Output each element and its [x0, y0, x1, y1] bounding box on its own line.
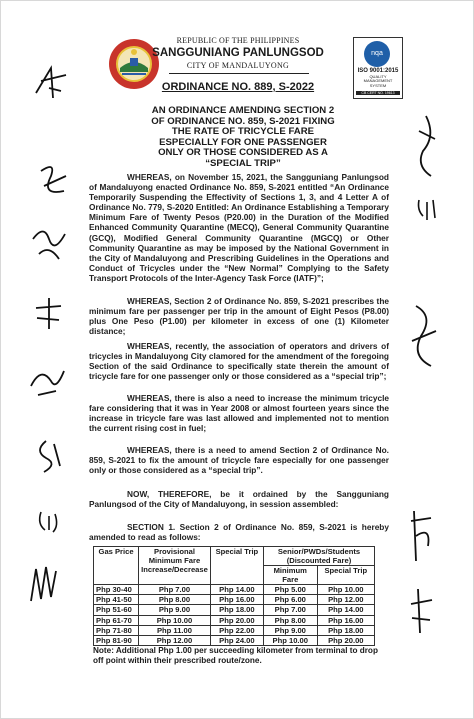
republic-heading: REPUBLIC OF THE PHILIPPINES	[176, 36, 300, 45]
table-cell: Php 5.00	[263, 585, 317, 595]
whereas-paragraph-3: WHEREAS, recently, the association of operators and drivers of tricycles in Mandaluyong City clamored for the amendment of the foregoing Section of the said Ordinance to specifically state therein the amount of tricycle fare for one passenger only or those considered as a “special trip”;	[89, 341, 389, 382]
city-heading: CITY OF MANDALUYONG	[186, 61, 290, 70]
table-cell: Php 12.00	[317, 595, 374, 605]
ordinance-number: ORDINANCE NO. 889, S-2022	[161, 81, 315, 93]
whereas-paragraph-5: WHEREAS, there is a need to amend Section 2 of Ordinance No. 859, S-2021 to fix the amount of tricycle fare especially for one passenger only or those considered as a “special trip”.	[89, 445, 389, 476]
table-cell: Php 6.00	[263, 595, 317, 605]
table-cell: Php 24.00	[210, 635, 263, 645]
table-cell: Php 41-50	[94, 595, 139, 605]
table-row	[94, 605, 375, 615]
table-cell: Php 16.00	[210, 595, 263, 605]
col-header-minimum-fare: Minimum Fare	[263, 566, 317, 585]
col-header-provisional-fare: Provisional Minimum Fare Increase/Decrease	[139, 547, 211, 585]
col-header-special-trip-discounted: Special Trip	[317, 566, 374, 585]
signature-right-3	[406, 301, 441, 371]
col-header-discounted: Senior/PWDs/Students (Discounted Fare)	[263, 547, 374, 566]
table-cell: Php 51-60	[94, 605, 139, 615]
table-cell: Php 18.00	[317, 625, 374, 635]
signature-left-6	[26, 436, 66, 476]
table-cell: Php 16.00	[317, 615, 374, 625]
section-1: SECTION 1. Section 2 of Ordinance No. 859, S-2021 is hereby amended to read as follows:	[89, 522, 389, 543]
table-row	[94, 595, 375, 605]
signature-left-5	[26, 361, 66, 401]
table-cell: Php 8.00	[263, 615, 317, 625]
ordaining-clause: NOW, THEREFORE, be it ordained by the Sangguniang Panlungsod of the City of Mandaluyong, in session assembled:	[89, 489, 389, 510]
signature-left-7	[33, 506, 63, 536]
table-cell: Php 11.00	[139, 625, 211, 635]
col-header-special-trip: Special Trip	[210, 547, 263, 585]
whereas-paragraph-2: WHEREAS, Section 2 of Ordinance No. 859, S-2021 prescribes the minimum fare per passenger per trip in the amount of Eight Pesos (P8.00) plus One Peso (P1.00) per kilometer in excess of one (1) Kilometer distance;	[89, 296, 389, 337]
signature-left-2	[36, 161, 71, 201]
whereas-paragraph-1: WHEREAS, on November 15, 2021, the Sangguniang Panlungsod of Mandaluyong enacted Ordinance No. 859, S-2021 entitled “An Ordinance Temporarily Suspending the Effectivity of Sections 1, 3, and 4 Letter A of Ordinance No. 779, S-2020 Entitled: An Ordinance Establishing a Temporary Minimum Fare of Twenty Pesos (P20.00) in the Duration of the Modified Enhanced Community Quarantine (MECQ), General Community Quarantine (GCQ), Modified General Community Quarantine (MGCQ) or Other Community Quarantine as may be imposed by the National Government in the City of Mandaluyong and Prescribing Guidelines in the Operations and Conduct of Tricycles under the “New Normal” Complying to the Safety Transport Protocols of the Inter-Agency Task Force (IATF)”;	[89, 172, 389, 283]
whereas-paragraph-4: WHEREAS, there is also a need to increase the minimum tricycle fare considering that it was in Year 2008 or almost fourteen years since the increase in tricycle fare was last allowed and implemented not to mention the current rising cost in fuel;	[89, 393, 389, 434]
table-cell: Php 14.00	[317, 605, 374, 615]
table-cell: Php 22.00	[210, 625, 263, 635]
signature-right-4	[406, 506, 436, 566]
table-cell: Php 20.00	[317, 635, 374, 645]
table-cell: Php 8.00	[139, 595, 211, 605]
table-cell: Php 18.00	[210, 605, 263, 615]
nqa-logo: nqa	[364, 41, 390, 67]
table-cell: Php 30-40	[94, 585, 139, 595]
iso-line: MANAGEMENT	[363, 78, 393, 84]
council-heading: SANGGUNIANG PANLUNGSOD	[152, 47, 324, 59]
table-cell: Php 10.00	[263, 635, 317, 645]
col-header-gas-price: Gas Price	[94, 547, 139, 585]
signature-right-5	[406, 586, 436, 636]
table-cell: Php 61-70	[94, 615, 139, 625]
iso-cert-number: CB CERT NO. 19613	[356, 91, 400, 95]
signature-left-8	[26, 561, 61, 606]
ordinance-title: AN ORDINANCE AMENDING SECTION 2 OF ORDINANCE NO. 859, S-2021 FIXING THE RATE OF TRICYCLE FARE ESPECIALLY FOR ONE PASSENGER ONLY OR THOSE CONSIDERED AS A “SPECIAL TRIP”	[151, 105, 335, 169]
table-cell: Php 10.00	[317, 585, 374, 595]
table-cell: Php 71-80	[94, 625, 139, 635]
iso-line: SYSTEM	[369, 82, 387, 88]
fare-note: Note: Additional Php 1.00 per succeeding kilometer from terminal to drop off point within their prescribed route/zone.	[93, 646, 378, 665]
table-cell: Php 12.00	[139, 635, 211, 645]
table-row	[94, 635, 375, 645]
table-row	[94, 615, 375, 625]
table-cell: Php 20.00	[210, 615, 263, 625]
table-row	[94, 585, 375, 595]
fare-table	[93, 546, 375, 646]
iso-standard: ISO 9001:2015	[357, 68, 399, 74]
signature-right-2	[413, 196, 441, 224]
signature-left-3	[29, 219, 69, 264]
signature-left-4	[31, 296, 66, 331]
table-cell: Php 7.00	[139, 585, 211, 595]
signature-left-1	[31, 63, 71, 103]
table-cell: Php 81-90	[94, 635, 139, 645]
table-header-row	[94, 547, 375, 566]
table-row	[94, 625, 375, 635]
table-cell: Php 14.00	[210, 585, 263, 595]
header-divider	[169, 73, 309, 74]
table-cell: Php 9.00	[139, 605, 211, 615]
iso-line: QUALITY	[369, 74, 387, 79]
table-cell: Php 7.00	[263, 605, 317, 615]
table-cell: Php 10.00	[139, 615, 211, 625]
table-cell: Php 9.00	[263, 625, 317, 635]
signature-right-1	[411, 111, 441, 181]
